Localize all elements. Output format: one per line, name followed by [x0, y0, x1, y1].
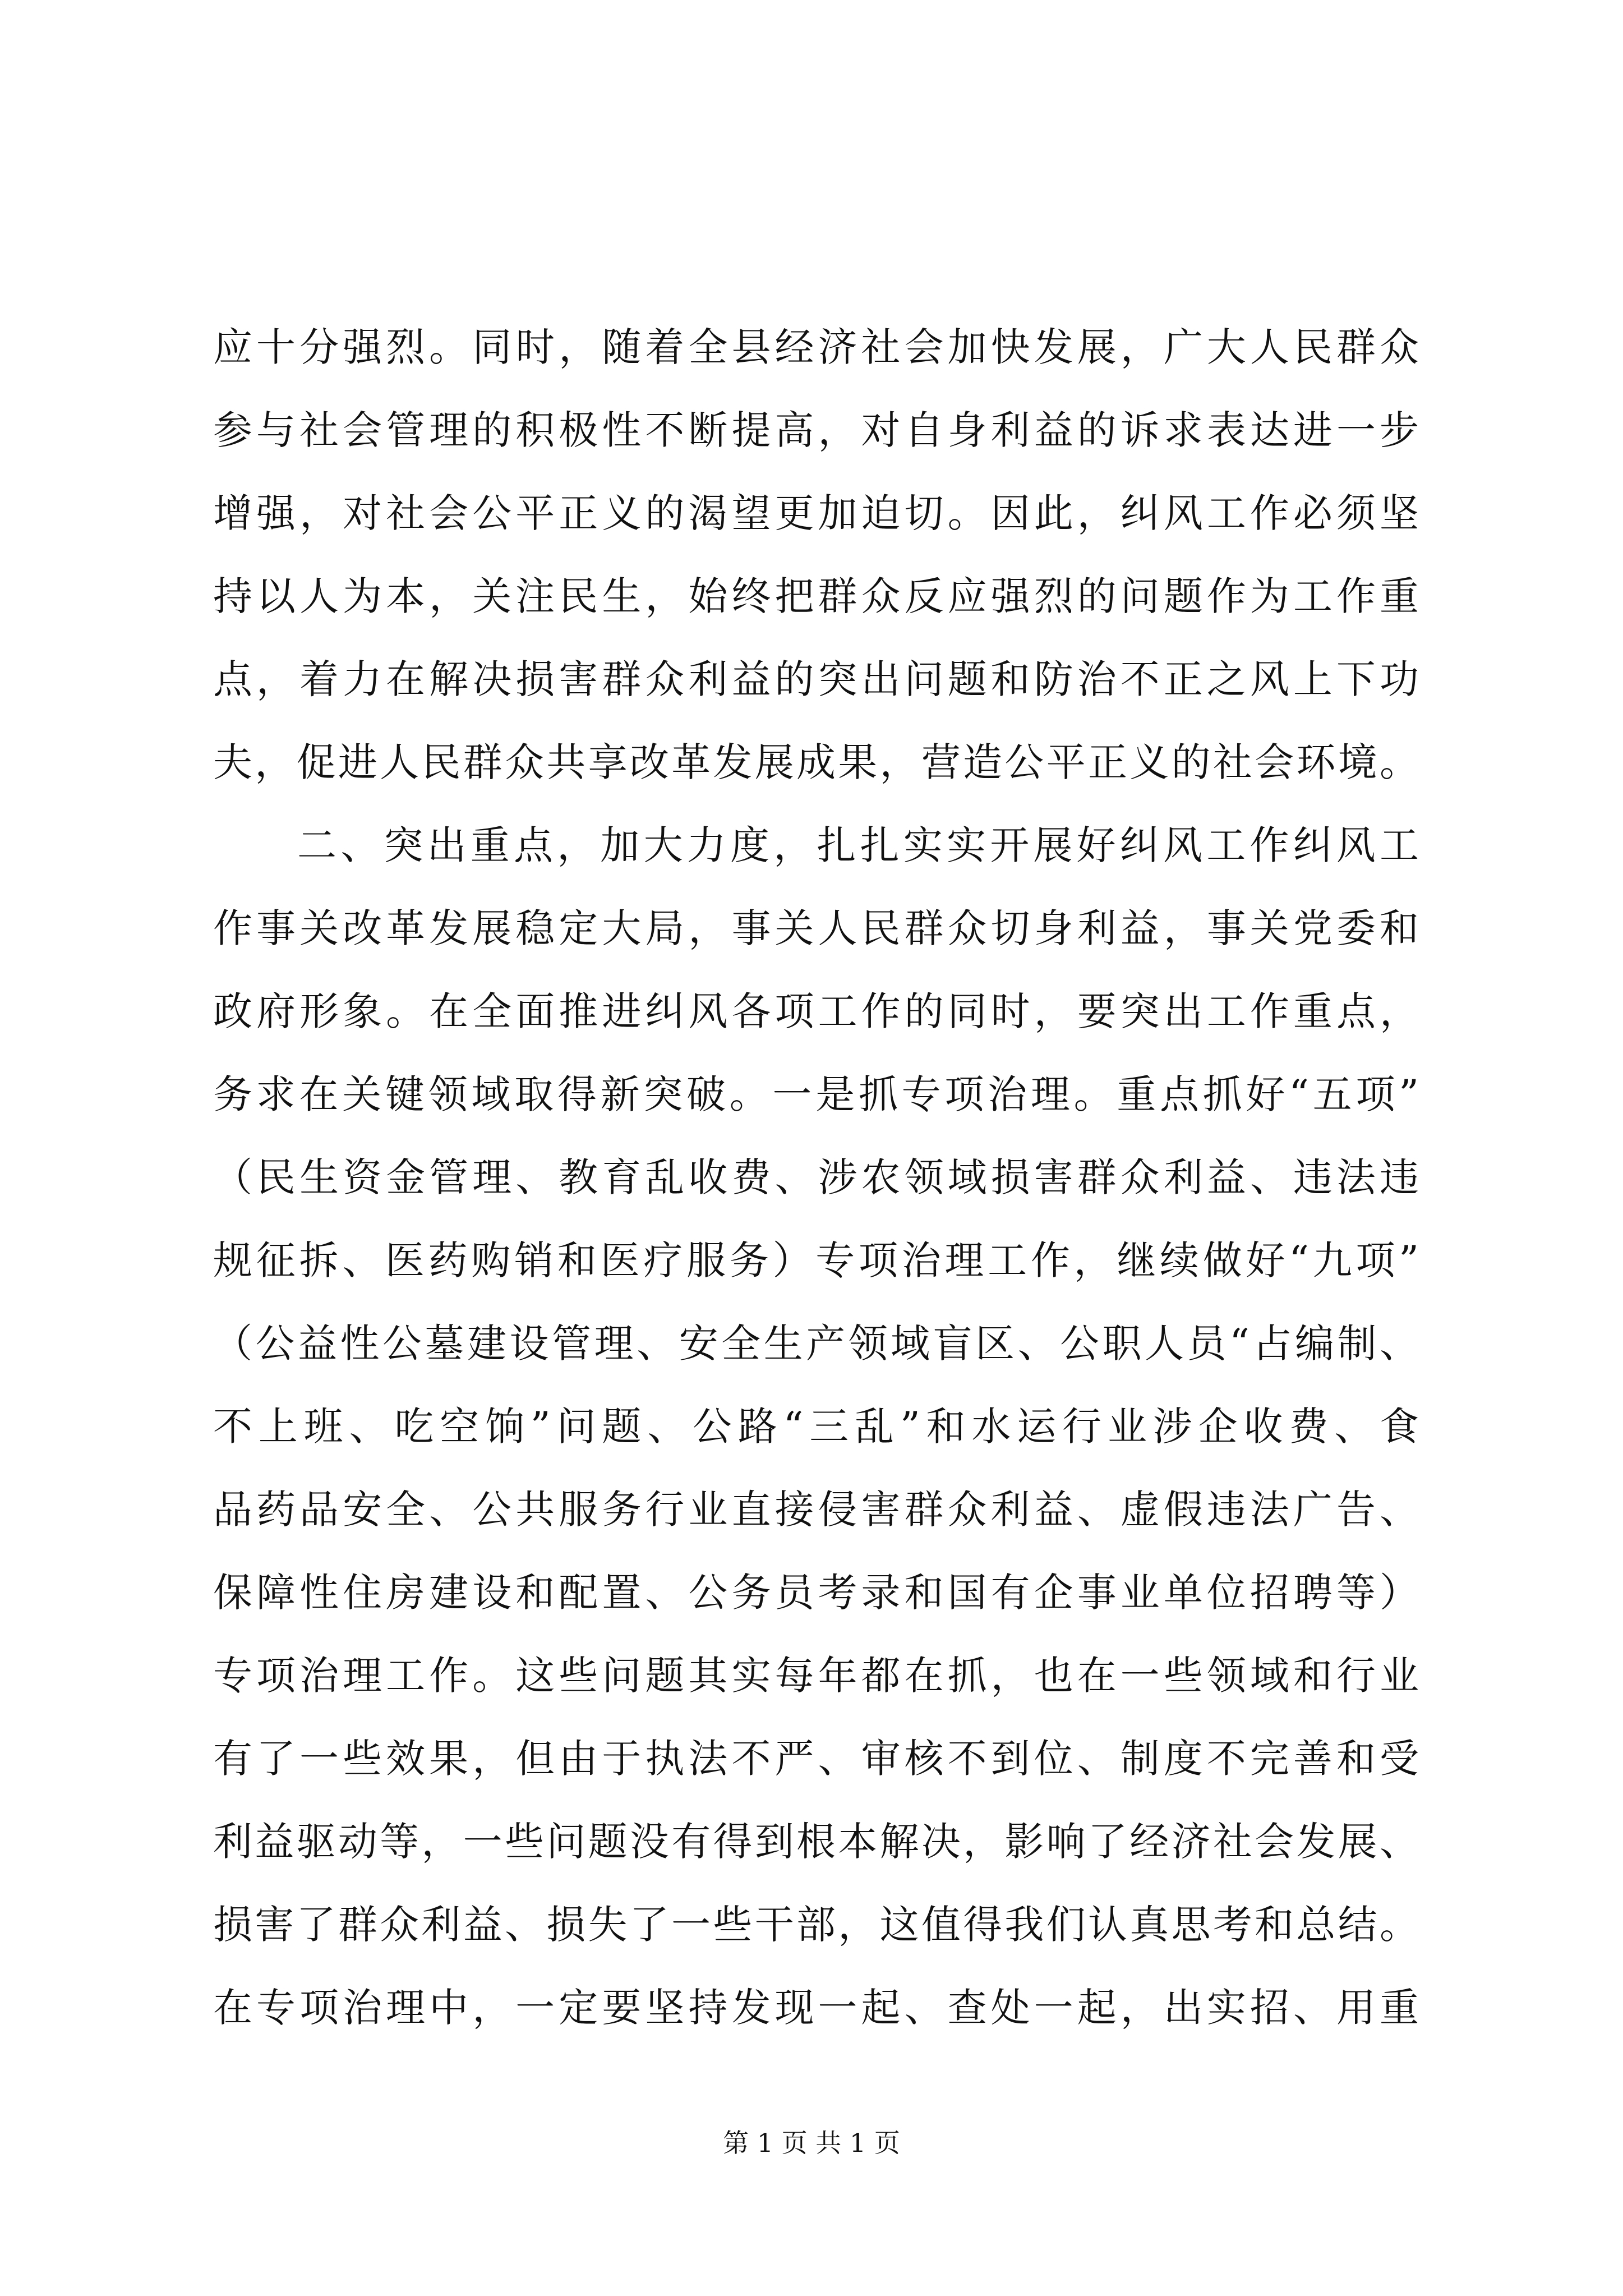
section-heading-line: 二、突出重点，加大力度，扎扎实实开展好纠风工作纠风工	[297, 822, 1419, 868]
text-line: 品药品安全、公共服务行业直接侵害群众利益、虚假违法广告、	[213, 1487, 1419, 1533]
text-line: 应十分强烈。同时，随着全县经济社会加快发展，广大人民群众	[213, 324, 1419, 370]
text-line: 务求在关键领域取得新突破。一是抓专项治理。重点抓好“五项”	[213, 1071, 1419, 1117]
text-line: 增强，对社会公平正义的渴望更加迫切。因此，纠风工作必须坚	[213, 490, 1419, 536]
body-text	[213, 306, 1419, 2049]
text-line: 点，着力在解决损害群众利益的突出问题和防治不正之风上下功	[213, 656, 1419, 702]
text-line: 规征拆、医药购销和医疗服务）专项治理工作，继续做好“九项”	[213, 1237, 1419, 1283]
text-line: 作事关改革发展稳定大局，事关人民群众切身利益，事关党委和	[213, 905, 1419, 951]
text-line: 专项治理工作。这些问题其实每年都在抓，也在一些领域和行业	[213, 1653, 1419, 1699]
text-line: 持以人为本，关注民生，始终把群众反应强烈的问题作为工作重	[213, 573, 1419, 619]
text-line: 有了一些效果，但由于执法不严、审核不到位、制度不完善和受	[213, 1736, 1419, 1782]
text-line: 夫，促进人民群众共享改革发展成果，营造公平正义的社会环境。	[213, 739, 1419, 785]
text-line: （民生资金管理、教育乱收费、涉农领域损害群众利益、违法违	[213, 1154, 1419, 1200]
text-line: 损害了群众利益、损失了一些干部，这值得我们认真思考和总结。	[213, 1902, 1419, 1948]
text-line: 保障性住房建设和配置、公务员考录和国有企事业单位招聘等）	[213, 1570, 1419, 1616]
text-line: （公益性公墓建设管理、安全生产领域盲区、公职人员“占编制、	[213, 1320, 1419, 1366]
page-footer: 第 1 页 共 1 页	[723, 2128, 900, 2158]
text-line: 在专项治理中，一定要坚持发现一起、查处一起，出实招、用重	[213, 1985, 1419, 2031]
text-line: 政府形象。在全面推进纠风各项工作的同时，要突出工作重点，	[213, 988, 1419, 1034]
text-line: 参与社会管理的积极性不断提高，对自身利益的诉求表达进一步	[213, 407, 1419, 453]
text-line: 不上班、吃空饷”问题、公路“三乱”和水运行业涉企收费、食	[213, 1404, 1419, 1450]
text-line: 利益驱动等，一些问题没有得到根本解决，影响了经济社会发展、	[213, 1819, 1419, 1865]
